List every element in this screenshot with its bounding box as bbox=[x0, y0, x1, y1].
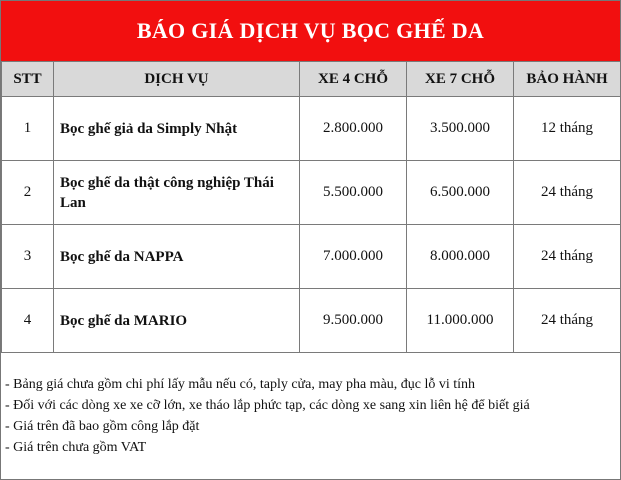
note-line: - Giá trên chưa gồm VAT bbox=[5, 440, 147, 455]
header-warranty: BẢO HÀNH bbox=[514, 62, 621, 97]
cell-stt: 3 bbox=[2, 225, 54, 289]
header-service: DỊCH VỤ bbox=[54, 62, 300, 97]
page-title: BÁO GIÁ DỊCH VỤ BỌC GHẾ DA bbox=[1, 1, 620, 61]
table-row bbox=[2, 97, 621, 161]
header-stt: STT bbox=[2, 62, 54, 97]
cell-service: Bọc ghế da MARIO bbox=[54, 289, 300, 353]
cell-price-car7: 8.000.000 bbox=[407, 225, 514, 289]
cell-price-car7: 3.500.000 bbox=[407, 97, 514, 161]
cell-price-car4: 7.000.000 bbox=[300, 225, 407, 289]
cell-warranty: 24 tháng bbox=[514, 161, 621, 225]
note-line: - Đối với các dòng xe xe cỡ lớn, xe tháo lắp phức tạp, các dòng xe sang xin liên hệ để biết giá bbox=[5, 398, 530, 413]
notes-section bbox=[5, 374, 617, 458]
price-table bbox=[1, 61, 621, 353]
table-row bbox=[2, 161, 621, 225]
header-car4: XE 4 CHỖ bbox=[300, 62, 407, 97]
table-header-row bbox=[2, 62, 621, 97]
note-line: - Giá trên đã bao gồm công lắp đặt bbox=[5, 419, 200, 434]
cell-warranty: 24 tháng bbox=[514, 289, 621, 353]
cell-price-car4: 2.800.000 bbox=[300, 97, 407, 161]
cell-price-car7: 11.000.000 bbox=[407, 289, 514, 353]
header-car7: XE 7 CHỖ bbox=[407, 62, 514, 97]
cell-service: Bọc ghế giả da Simply Nhật bbox=[54, 97, 300, 161]
cell-price-car4: 9.500.000 bbox=[300, 289, 407, 353]
cell-price-car7: 6.500.000 bbox=[407, 161, 514, 225]
cell-service: Bọc ghế da NAPPA bbox=[54, 225, 300, 289]
cell-warranty: 12 tháng bbox=[514, 97, 621, 161]
cell-price-car4: 5.500.000 bbox=[300, 161, 407, 225]
cell-stt: 1 bbox=[2, 97, 54, 161]
table-row bbox=[2, 225, 621, 289]
cell-stt: 2 bbox=[2, 161, 54, 225]
cell-stt: 4 bbox=[2, 289, 54, 353]
cell-warranty: 24 tháng bbox=[514, 225, 621, 289]
cell-service: Bọc ghế da thật công nghiệp Thái Lan bbox=[54, 161, 300, 225]
note-line: - Bảng giá chưa gồm chi phí lấy mẫu nếu có, taply cửa, may pha màu, đục lỗ vi tính bbox=[5, 377, 476, 392]
table-row bbox=[2, 289, 621, 353]
